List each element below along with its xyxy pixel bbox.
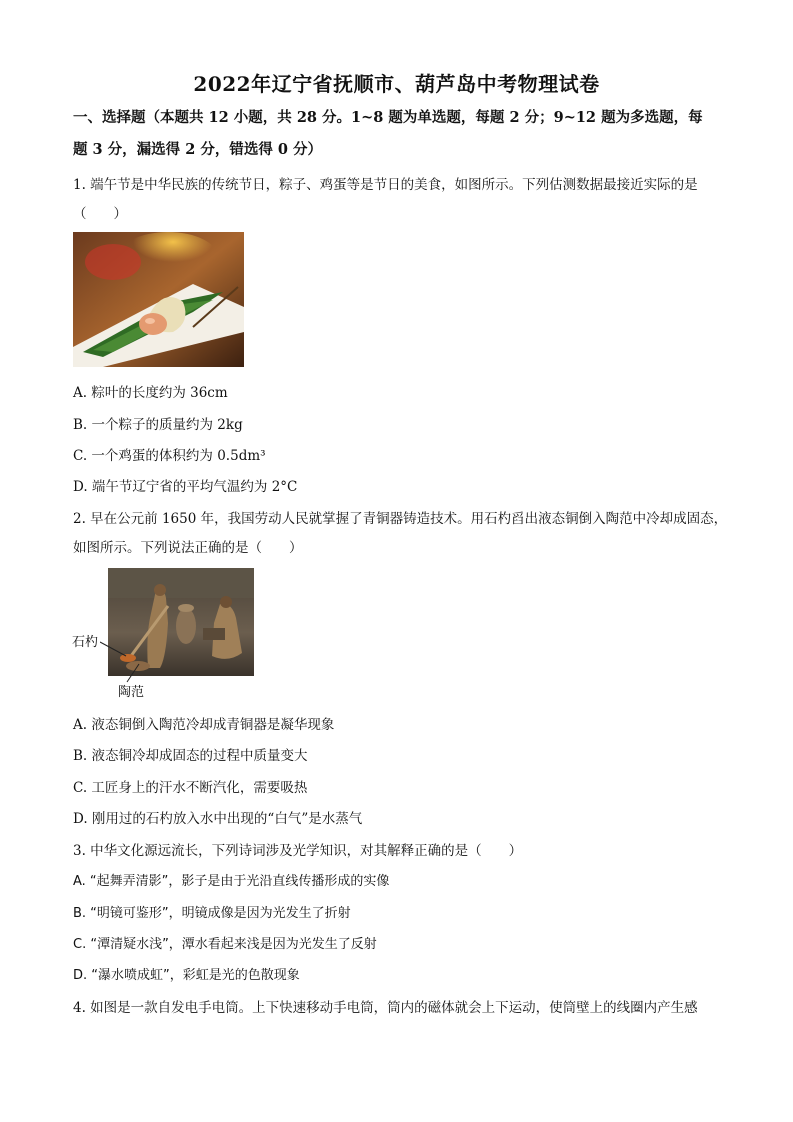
zongzi-egg-photo [73,232,244,367]
q1-option-a: A. 粽叶的长度约为 36cm [73,385,228,401]
section-heading-line-1: 一、选择题（本题共 12 小题，共 28 分。1~8 题为单选题，每题 2 分；9~12 题为多选题，每 [73,109,703,126]
q2-option-c: C. 工匠身上的汗水不断汽化，需要吸热 [73,780,308,796]
q3-option-c: C. “潭清疑水浅”，潭水看起来浅是因为光发生了反射 [73,937,377,952]
q4-stem-line-1: 4. 如图是一款自发电手电筒。上下快速移动手电筒，筒内的磁体就会上下运动，使筒壁上的线圈内产生感 [73,1000,698,1016]
label-taofan-leader-line [125,662,145,684]
q2-option-b: B. 液态铜冷却成固态的过程中质量变大 [73,748,308,764]
section-heading [73,104,723,164]
q1-option-b: B. 一个粽子的质量约为 2kg [73,417,243,433]
label-taofan: 陶范 [118,685,145,700]
q3-option-b: B. “明镜可鉴形”，明镜成像是因为光发生了折射 [73,906,351,921]
q1-option-d: D. 端午节辽宁省的平均气温约为 2°C [73,479,298,495]
q2-option-a: A. 液态铜倒入陶范冷却成青铜器是凝华现象 [73,717,335,733]
q3-option-d: D. “瀑水喷成虹”，彩虹是光的色散现象 [73,968,300,983]
section-heading-line-2: 题 3 分，漏选得 2 分，错选得 0 分） [73,141,323,158]
q3-option-a: A. “起舞弄清影”，影子是由于光沿直线传播形成的实像 [73,874,390,889]
q1-option-c: C. 一个鸡蛋的体积约为 0.5dm³ [73,448,266,464]
label-shishao: 石杓 [72,635,99,650]
q2-stem-line-2: 如图所示。下列说法正确的是（ ） [73,540,303,556]
label-shishao-leader-line [100,640,130,660]
q2-stem-line-1: 2. 早在公元前 1650 年，我国劳动人民就掌握了青铜器铸造技术。用石杓舀出液态铜倒入陶范中冷却成固态， [73,511,728,527]
q1-stem-line-2: （ ） [73,206,127,222]
q2-option-d: D. 刚用过的石杓放入水中出现的“白气”是水蒸气 [73,811,363,827]
page-title: 2022年辽宁省抚顺市、葫芦岛中考物理试卷 [193,72,600,96]
q1-stem-line-1: 1. 端午节是中华民族的传统节日，粽子、鸡蛋等是节日的美食，如图所示。下列估测数据最接近实际的是 [73,177,698,193]
q3-stem: 3. 中华文化源远流长，下列诗词涉及光学知识，对其解释正确的是（ ） [73,843,523,859]
